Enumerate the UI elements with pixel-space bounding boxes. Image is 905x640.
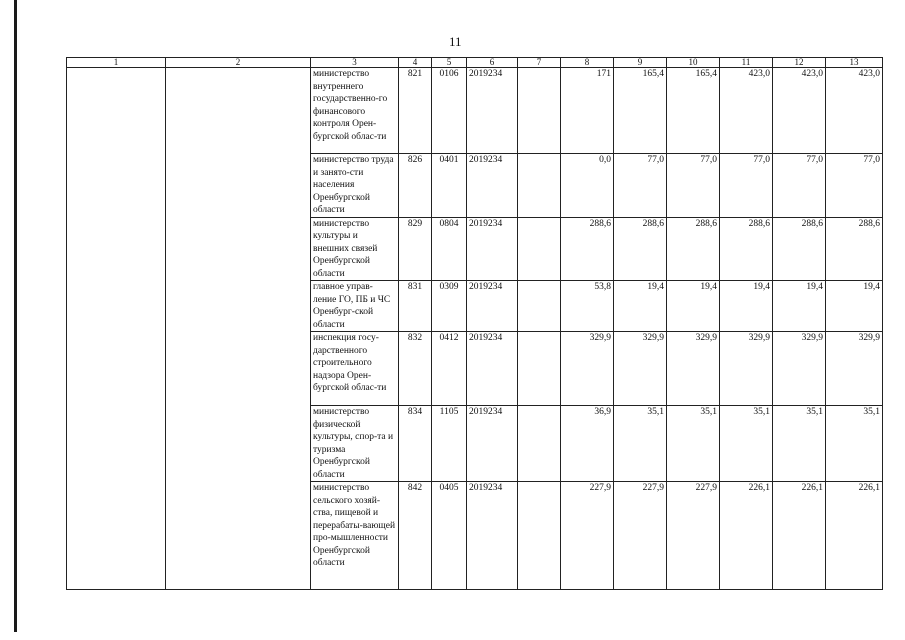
empty-cell-col7	[518, 332, 561, 406]
value-col9: 288,6	[614, 217, 667, 281]
column-header: 4	[399, 58, 432, 68]
grbs-code: 834	[399, 406, 432, 482]
value-col10: 35,1	[667, 406, 720, 482]
column-header: 3	[311, 58, 399, 68]
value-col9: 165,4	[614, 68, 667, 154]
value-col11: 19,4	[720, 281, 773, 332]
value-col10: 227,9	[667, 482, 720, 590]
column-header: 12	[773, 58, 826, 68]
value-col13: 35,1	[826, 406, 883, 482]
target-article: 2019234	[467, 217, 518, 281]
value-col8: 0,0	[561, 154, 614, 218]
target-article: 2019234	[467, 68, 518, 154]
organization-name: министерство физической культуры, спор-та и туризма Оренбургской области	[311, 406, 399, 482]
organization-name: инспекция госу-дарственного строительного надзора Орен-бургской облас-ти	[311, 332, 399, 406]
column-header: 5	[432, 58, 467, 68]
value-col9: 227,9	[614, 482, 667, 590]
value-col13: 423,0	[826, 68, 883, 154]
value-col13: 226,1	[826, 482, 883, 590]
value-col9: 19,4	[614, 281, 667, 332]
value-col9: 329,9	[614, 332, 667, 406]
target-article: 2019234	[467, 281, 518, 332]
empty-cell-col1	[67, 68, 166, 590]
column-header: 2	[166, 58, 311, 68]
column-header: 11	[720, 58, 773, 68]
grbs-code: 826	[399, 154, 432, 218]
value-col13: 77,0	[826, 154, 883, 218]
organization-name: министерство внутреннего государственно-го финансового контроля Орен-бургской облас-ти	[311, 68, 399, 154]
value-col13: 19,4	[826, 281, 883, 332]
target-article: 2019234	[467, 332, 518, 406]
value-col11: 288,6	[720, 217, 773, 281]
organization-name: министерство культуры и внешних связей Оренбургской области	[311, 217, 399, 281]
section-code: 0106	[432, 68, 467, 154]
value-col9: 35,1	[614, 406, 667, 482]
table-row	[67, 68, 883, 154]
column-header: 6	[467, 58, 518, 68]
column-header: 10	[667, 58, 720, 68]
value-col8: 329,9	[561, 332, 614, 406]
section-code: 1105	[432, 406, 467, 482]
grbs-code: 829	[399, 217, 432, 281]
empty-cell-col2	[166, 68, 311, 590]
value-col10: 77,0	[667, 154, 720, 218]
grbs-code: 831	[399, 281, 432, 332]
column-header: 13	[826, 58, 883, 68]
organization-name: министерство труда и занято-сти населения Оренбургской области	[311, 154, 399, 218]
grbs-code: 821	[399, 68, 432, 154]
column-number-row	[67, 58, 883, 68]
value-col12: 288,6	[773, 217, 826, 281]
value-col10: 329,9	[667, 332, 720, 406]
value-col12: 35,1	[773, 406, 826, 482]
section-code: 0804	[432, 217, 467, 281]
value-col8: 171	[561, 68, 614, 154]
value-col12: 226,1	[773, 482, 826, 590]
page-number: 11	[449, 34, 462, 49]
empty-cell-col7	[518, 482, 561, 590]
value-col12: 423,0	[773, 68, 826, 154]
section-code: 0309	[432, 281, 467, 332]
grbs-code: 842	[399, 482, 432, 590]
budget-table	[66, 57, 883, 590]
value-col8: 288,6	[561, 217, 614, 281]
value-col12: 77,0	[773, 154, 826, 218]
value-col9: 77,0	[614, 154, 667, 218]
value-col13: 329,9	[826, 332, 883, 406]
target-article: 2019234	[467, 154, 518, 218]
value-col8: 36,9	[561, 406, 614, 482]
value-col11: 423,0	[720, 68, 773, 154]
value-col10: 19,4	[667, 281, 720, 332]
column-header: 8	[561, 58, 614, 68]
value-col12: 329,9	[773, 332, 826, 406]
empty-cell-col7	[518, 406, 561, 482]
value-col11: 35,1	[720, 406, 773, 482]
column-header: 7	[518, 58, 561, 68]
value-col12: 19,4	[773, 281, 826, 332]
empty-cell-col7	[518, 154, 561, 218]
value-col8: 53,8	[561, 281, 614, 332]
value-col11: 77,0	[720, 154, 773, 218]
empty-cell-col7	[518, 68, 561, 154]
empty-cell-col7	[518, 217, 561, 281]
empty-cell-col7	[518, 281, 561, 332]
organization-name: министерство сельского хозяй-ства, пищевой и перерабаты-вающей про-мышленности Оренбургской области	[311, 482, 399, 590]
section-code: 0405	[432, 482, 467, 590]
section-code: 0412	[432, 332, 467, 406]
grbs-code: 832	[399, 332, 432, 406]
column-header: 1	[67, 58, 166, 68]
value-col13: 288,6	[826, 217, 883, 281]
value-col10: 165,4	[667, 68, 720, 154]
value-col8: 227,9	[561, 482, 614, 590]
value-col11: 226,1	[720, 482, 773, 590]
value-col10: 288,6	[667, 217, 720, 281]
column-header: 9	[614, 58, 667, 68]
organization-name: главное управ-ление ГО, ПБ и ЧС Оренбург-ской области	[311, 281, 399, 332]
value-col11: 329,9	[720, 332, 773, 406]
section-code: 0401	[432, 154, 467, 218]
scan-border-line	[14, 0, 17, 632]
target-article: 2019234	[467, 406, 518, 482]
target-article: 2019234	[467, 482, 518, 590]
